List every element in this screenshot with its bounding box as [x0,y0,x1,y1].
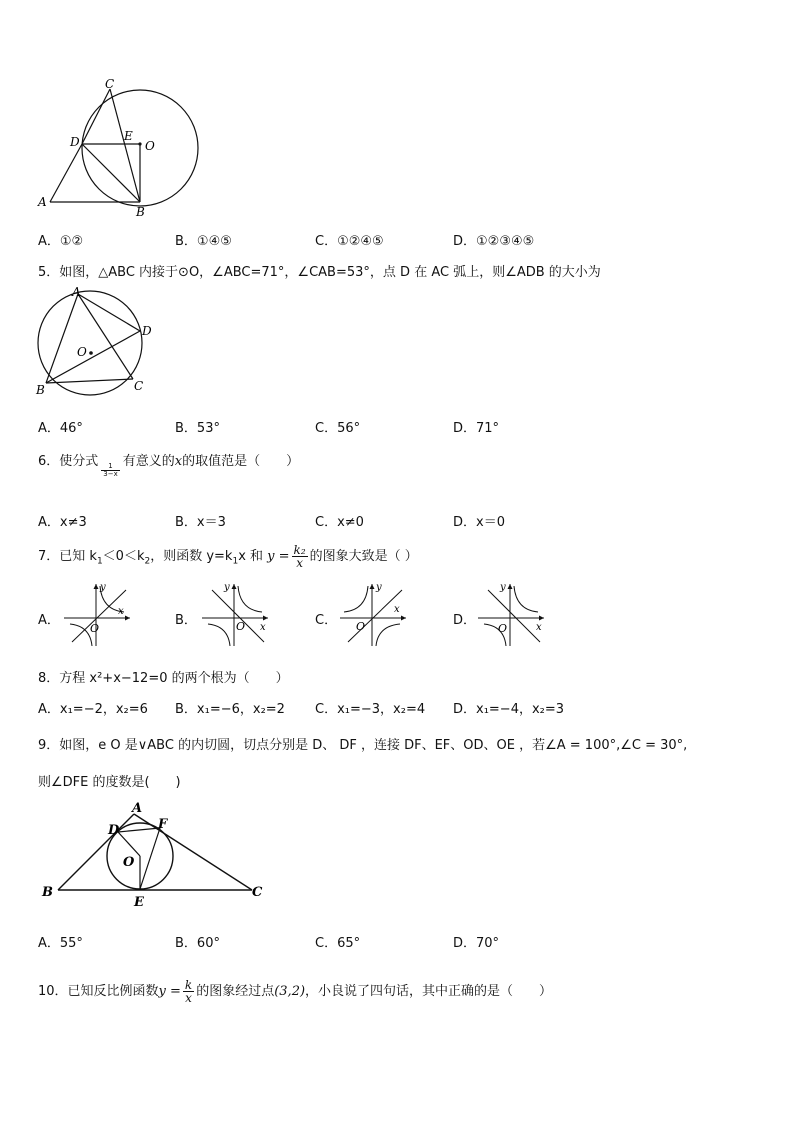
q5-figure [30,286,160,398]
q4-label-e: E [124,129,133,143]
q6-stem-before: 6．使分式 [38,454,99,469]
q6-stem [38,450,300,478]
q9-label-d: D [108,823,120,838]
q9-option-c[interactable]: C．65° [315,936,361,951]
q7d-y-label: y [500,582,506,593]
q9-label-o: O [123,855,135,870]
q9-label-e: E [134,895,144,910]
q9-label-c: C [252,885,263,900]
q7a-o-label: O [90,622,100,635]
q8-option-d[interactable]: D．x₁=−4，x₂=3 [453,702,565,717]
q7-stem-mid: ＜0＜k [102,549,145,564]
q9-option-a[interactable]: A．55° [38,936,83,951]
q5-option-b[interactable]: B．53° [175,421,220,436]
q10-y-eq: y = [158,984,181,999]
q7c-y-label: y [376,582,382,593]
q9-figure [38,800,270,910]
q9-label-a: A [132,801,143,816]
q7-option-c[interactable]: C． [315,613,338,628]
q5-option-a[interactable]: A．46° [38,421,83,436]
q4-figure [30,78,210,218]
q9-stem-line1: 9．如图，e O 是∨ABC 的内切圆，切点分别是 D、 DF ，连接 DF、EF、OD、OE ，若∠A = 100°,∠C = 30°, [38,738,688,753]
q7-frac-den: x [296,556,303,570]
q7a-x-label: x [118,606,124,617]
q9-label-b: B [42,885,53,900]
q7c-x-label: x [394,604,400,615]
q8-option-c[interactable]: C．x₁=−3，x₂=4 [315,702,426,717]
q7-option-b[interactable]: B． [175,613,197,628]
q7-fraction [292,544,308,569]
q10-frac-num: k [184,978,193,992]
q10-fraction [183,979,194,1004]
q5-label-o: O [77,345,87,359]
q10-stem-before: 10．已知反比例函数 [38,984,159,999]
q8-option-a[interactable]: A．x₁=−2，x₂=6 [38,702,148,717]
q7b-x-label: x [260,622,266,633]
q4-label-o: O [145,139,155,153]
q6-frac-den: 3−x [103,470,118,478]
q7c-o-label: O [356,620,366,633]
q4-option-a[interactable]: A．①② [38,234,84,249]
q6-stem-end: 的取值范是（ ） [182,454,300,469]
q7-frac-num: k₂ [293,543,306,557]
q5-label-b: B [36,383,45,397]
q4-option-b[interactable]: B．①④⑤ [175,234,232,249]
q7-option-a[interactable]: A． [38,613,60,628]
q7-stem-before: 7．已知 k [38,549,97,564]
q6-option-b[interactable]: B．x＝3 [175,515,226,530]
q9-option-d[interactable]: D．70° [453,936,500,951]
q7-graph-d[interactable] [474,580,548,648]
q8-option-b[interactable]: B．x₁=−6，x₂=2 [175,702,285,717]
q6-option-a[interactable]: A．x≠3 [38,515,87,530]
q7d-o-label: O [498,622,508,635]
q4-label-b: B [136,205,145,218]
q5-stem: 5．如图，△ABC 内接于⊙O，∠ABC=71°，∠CAB=53°，点 D 在 AC 弧上，则∠ADB 的大小为 [38,265,601,280]
q10-frac-den: x [185,991,192,1005]
q7b-y-label: y [224,582,230,593]
q7-y-eq: y = [267,549,290,564]
q8-stem: 8．方程 x²+x−12=0 的两个根为（ ） [38,671,289,686]
q7-graph-c[interactable] [336,580,410,648]
q6-frac-num: 1 [101,463,119,471]
q6-stem-after: 有意义的 [122,454,175,469]
q6-option-c[interactable]: C．x≠0 [315,515,364,530]
q5-label-d: D [142,324,152,338]
q4-option-d[interactable]: D．①②③④⑤ [453,234,535,249]
q10-stem [38,972,552,1012]
q4-label-a: A [38,195,47,209]
q7-stem-end: 的图象大致是（ ） [309,549,418,564]
q7-stem-mid2: ，则函数 y=k [150,549,233,564]
q7b-o-label: O [236,620,246,633]
q7-stem-mid3: x 和 [238,549,264,564]
q6-var: x [174,454,183,469]
q9-stem-line2: 则∠DFE 的度数是( ) [38,775,181,790]
q7d-x-label: x [536,622,542,633]
q4-label-d: D [70,135,80,149]
q9-option-b[interactable]: B．60° [175,936,220,951]
q4-option-c[interactable]: C．①②④⑤ [315,234,384,249]
q7a-y-label: y [100,582,106,593]
q5-label-c: C [134,379,144,393]
q7-graph-b[interactable] [198,580,272,648]
q6-fraction [101,463,119,478]
q7-graph-a[interactable] [60,580,134,648]
q10-stem-mid: 的图象经过点 [196,984,275,999]
q10-stem-end: ，小良说了四句话，其中正确的是（ ） [305,984,553,999]
q9-label-f: F [158,817,168,832]
q5-option-d[interactable]: D．71° [453,421,500,436]
q6-option-d[interactable]: D．x＝0 [453,515,505,530]
q4-label-c: C [105,78,115,91]
q5-label-a: A [72,286,81,299]
q7-option-d[interactable]: D． [453,613,477,628]
q5-option-c[interactable]: C．56° [315,421,361,436]
q7-stem: 7．已知 $k_1<0<k_2$，则函数 $y=k_1x$ 和 y = $\frac{\text{k₂}}{x}$ 的图象大致是（ ） [38,543,418,570]
q10-point: (3,2) [274,984,306,999]
